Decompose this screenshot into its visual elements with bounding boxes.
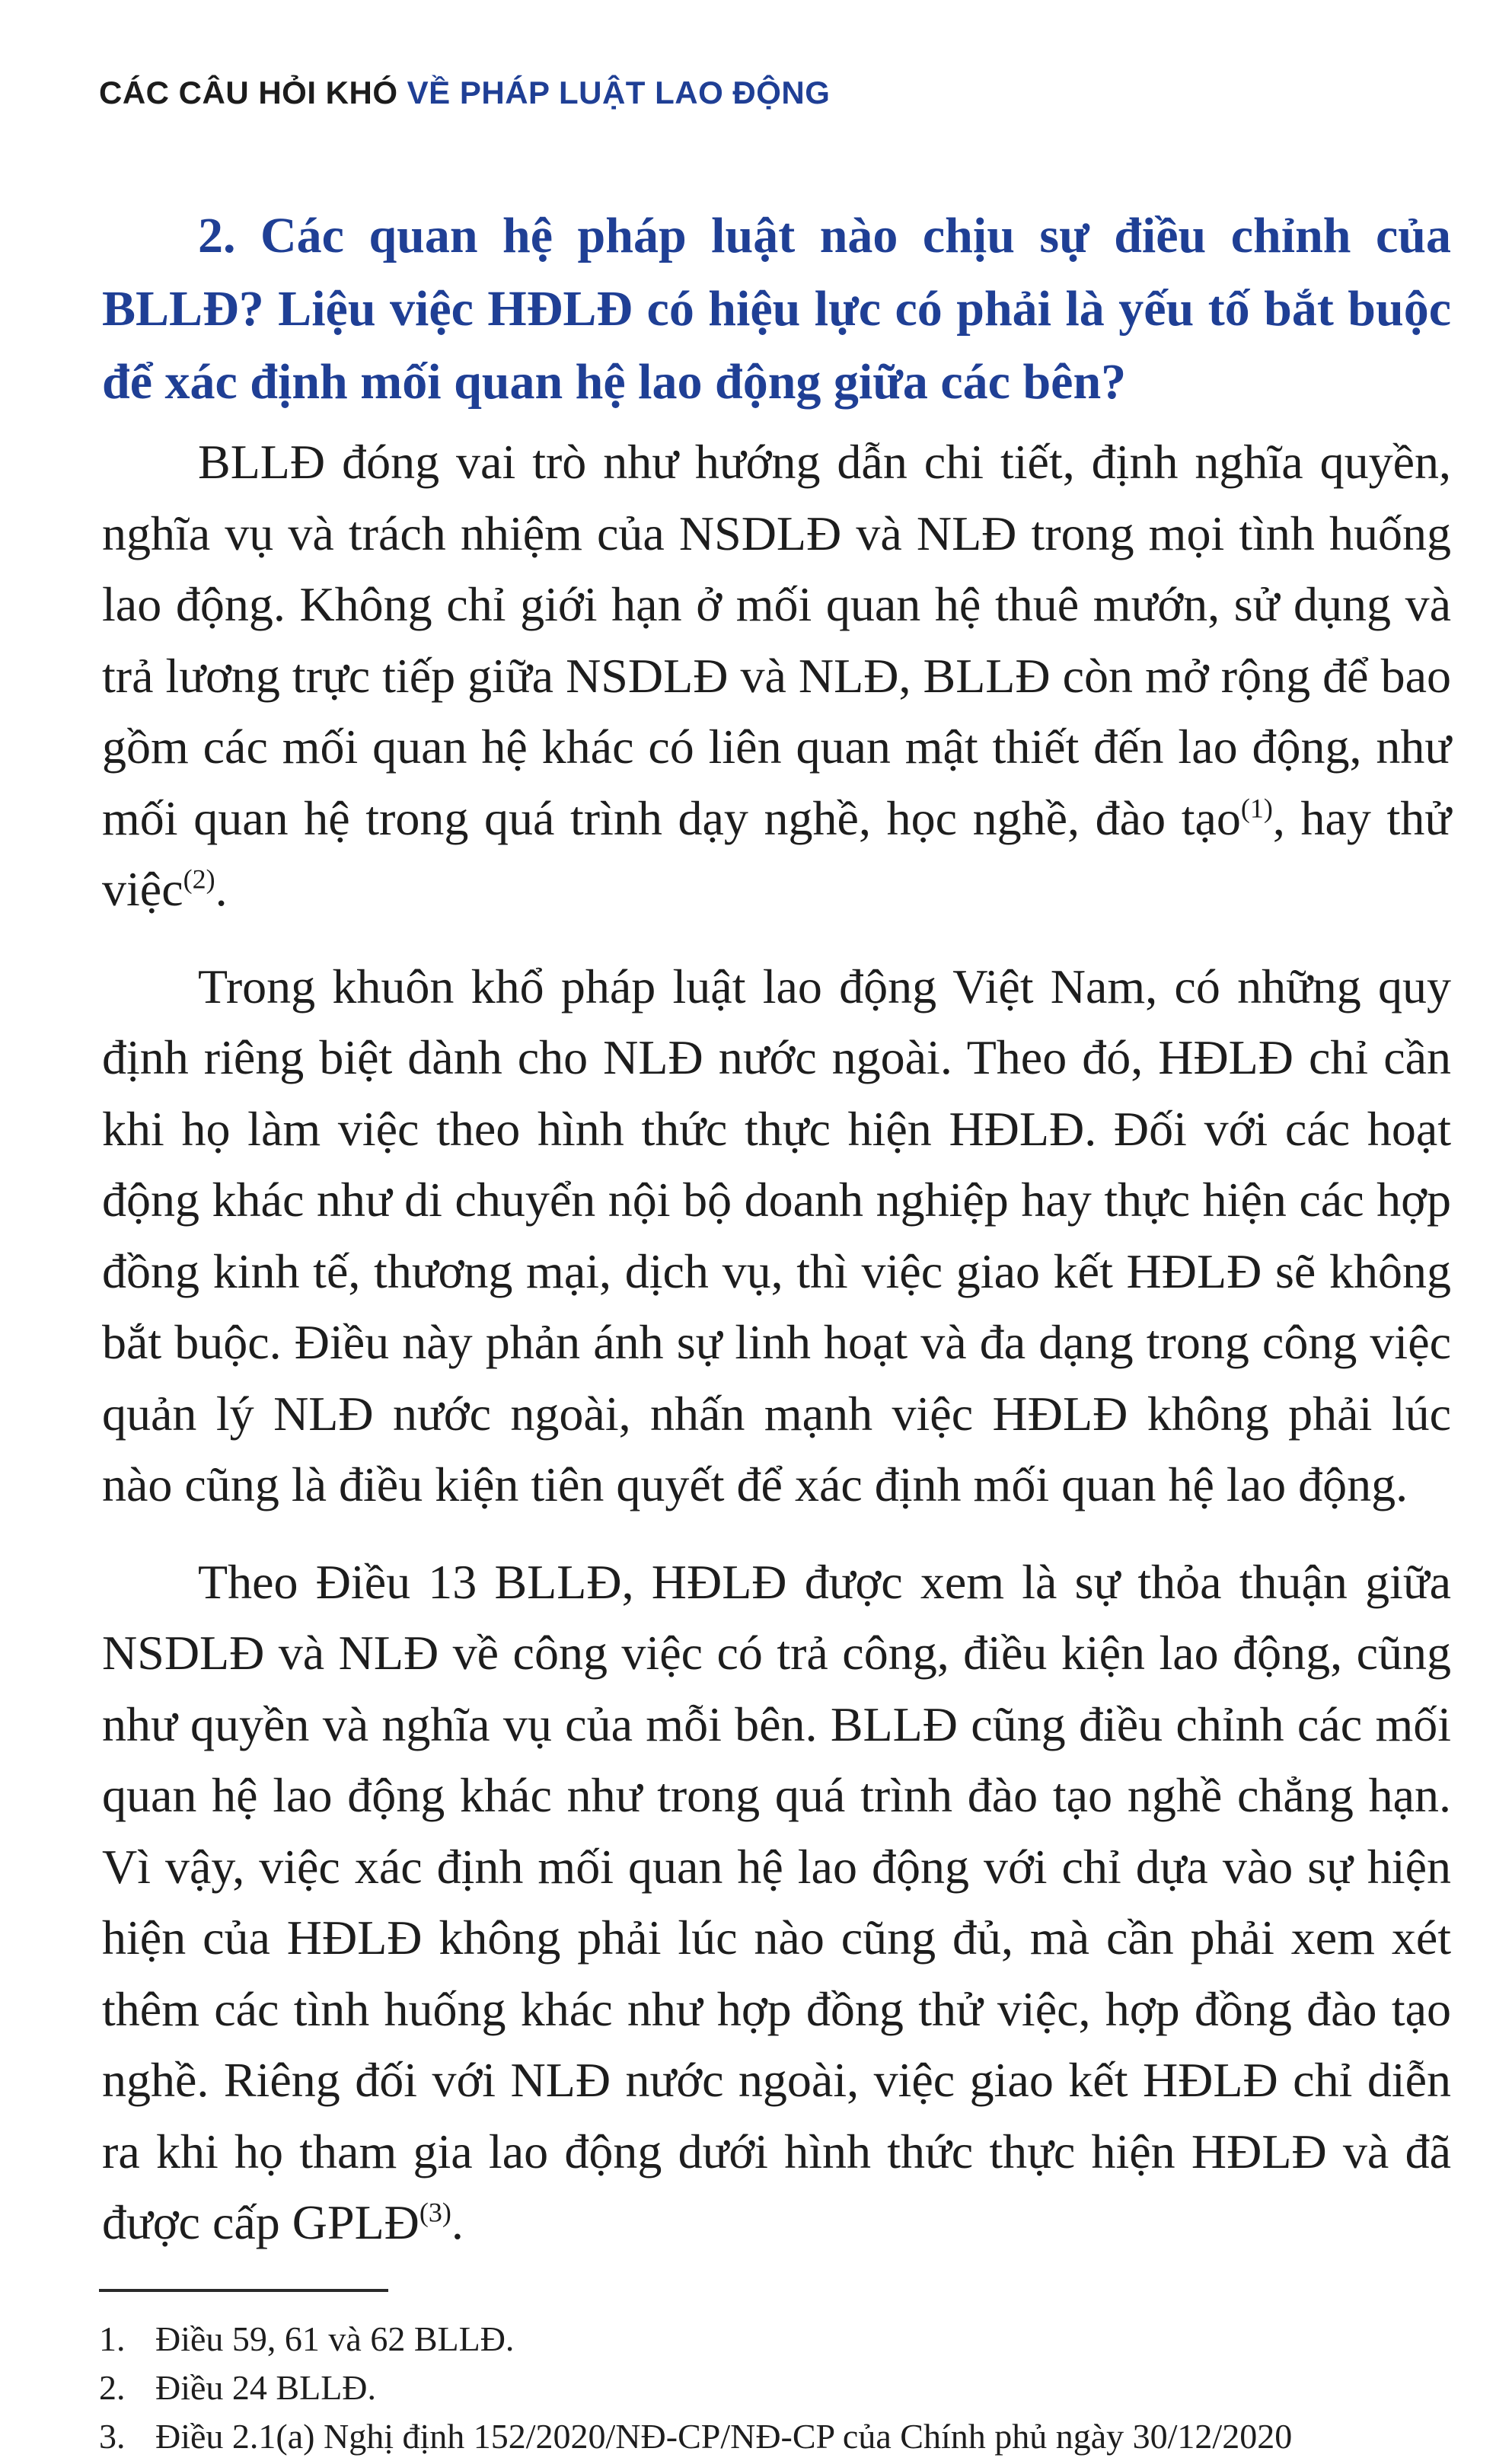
footnote-text: Điều 2.1(a) Nghị định 152/2020/NĐ-CP/NĐ-CP của Chính phủ ngày 30/12/2020	[155, 2417, 1293, 2456]
footnote-ref-1: (1)	[1240, 793, 1273, 824]
footnote-number: 3.	[99, 2417, 126, 2456]
footnotes	[99, 2315, 1454, 2461]
paragraph-2: Trong khuôn khổ pháp luật lao động Việt Nam, có những quy định riêng biệt dành cho NLĐ nước ngoài. Theo đó, HĐLĐ chỉ cần khi họ làm việc theo hình thức thực hiện HĐLĐ. Đối với các hoạt động khác như di chuyển nội bộ doanh nghiệp hay thực hiện các hợp đồng kinh tế, thương mại, dịch vụ, thì việc giao kết HĐLĐ sẽ không bắt buộc. Điều này phản ánh sự linh hoạt và đa dạng trong công việc quản lý NLĐ nước ngoài, nhấn mạnh việc HĐLĐ không phải lúc nào cũng là điều kiện tiên quyết để xác định mối quan hệ lao động.	[102, 959, 1451, 1511]
footnote-ref-2: (2)	[183, 863, 215, 895]
page-content	[102, 199, 1451, 2284]
footnote-item	[99, 2364, 1454, 2412]
paragraph-1-text: BLLĐ đóng vai trò như hướng dẫn chi tiết, định nghĩa quyền, nghĩa vụ và trách nhiệm của NSDLĐ và NLĐ trong mọi tình huống lao động. Không chỉ giới hạn ở mối quan hệ thuê mướn, sử dụng và trả lương trực tiếp giữa NSDLĐ và NLĐ, BLLĐ còn mở rộng để bao gồm các mối quan hệ khác có liên quan mật thiết đến lao động, như mối quan hệ trong quá trình dạy nghề, học nghề, đào tạo	[102, 435, 1451, 845]
paragraph-3-end: .	[451, 2195, 464, 2249]
footnote-text: Điều 59, 61 và 62 BLLĐ.	[155, 2319, 515, 2358]
running-header-book-title: CÁC CÂU HỎI KHÓ	[99, 75, 398, 110]
paragraph-1-mid: , hay thử việc	[102, 790, 1452, 916]
footnote-number: 1.	[99, 2319, 126, 2358]
paragraph-1-end: .	[215, 862, 228, 916]
question-heading: 2. Các quan hệ pháp luật nào chịu sự điều chỉnh của BLLĐ? Liệu việc HĐLĐ có hiệu lực có phải là yếu tố bắt buộc để xác định mối quan hệ lao động giữa các bên?	[102, 208, 1451, 410]
paragraph-3	[102, 1547, 1451, 2258]
paragraph-3-text: Theo Điều 13 BLLĐ, HĐLĐ được xem là sự thỏa thuận giữa NSDLĐ và NLĐ về công việc có trả công, điều kiện lao động, cũng như quyền và nghĩa vụ của mỗi bên. BLLĐ cũng điều chỉnh các mối quan hệ lao động khác như trong quá trình đào tạo nghề chẳng hạn. Vì vậy, việc xác định mối quan hệ lao động với chỉ dựa vào sự hiện hiện của HĐLĐ không phải lúc nào cũng đủ, mà cần phải xem xét thêm các tình huống khác như hợp đồng thử việc, hợp đồng đào tạo nghề. Riêng đối với NLĐ nước ngoài, việc giao kết HĐLĐ chỉ diễn ra khi họ tham gia lao động dưới hình thức thực hiện HĐLĐ và đã được cấp GPLĐ	[102, 1554, 1451, 2249]
paragraph-1	[102, 426, 1451, 925]
running-header	[99, 75, 830, 111]
footnote-number: 2.	[99, 2368, 126, 2407]
running-header-topic: VỀ PHÁP LUẬT LAO ĐỘNG	[407, 75, 831, 110]
footnote-divider	[99, 2289, 388, 2292]
footnote-item	[99, 2412, 1454, 2461]
footnote-text: Điều 24 BLLĐ.	[155, 2368, 377, 2407]
footnote-ref-3: (3)	[419, 2197, 451, 2228]
footnote-item	[99, 2315, 1454, 2364]
